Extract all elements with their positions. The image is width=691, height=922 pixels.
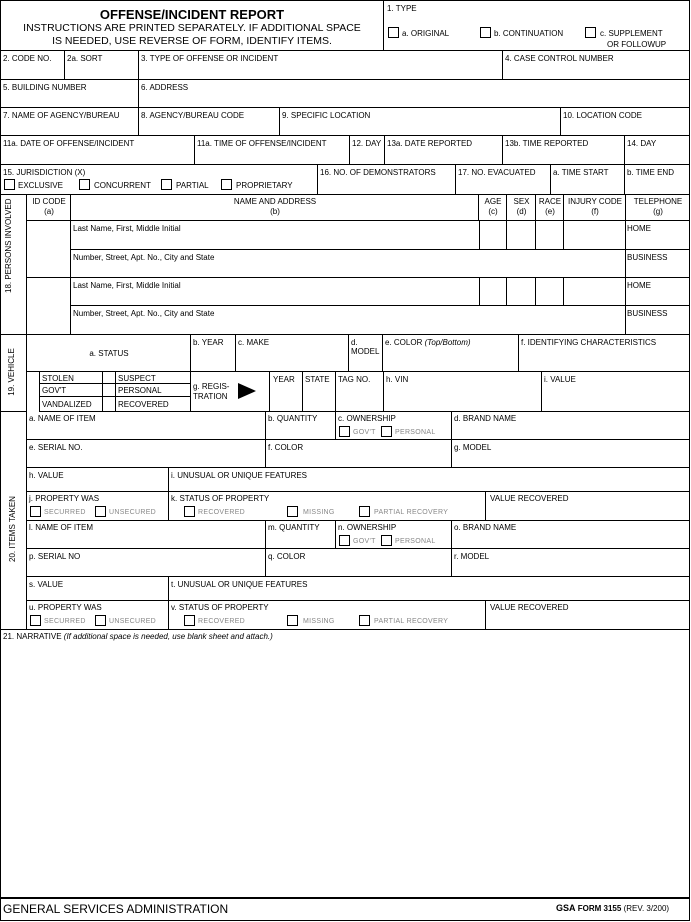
vehicle-section-label: 19. VEHICLE — [7, 348, 16, 396]
status-vandalized[interactable] — [40, 397, 103, 412]
vehicle-value-label: i. VALUE — [544, 375, 576, 384]
person-2-business-phone[interactable] — [626, 306, 690, 335]
item-2-unsecured-checkbox[interactable] — [95, 615, 106, 626]
tag-number-field[interactable] — [336, 372, 384, 412]
persons-section-label-box — [0, 195, 27, 335]
location-code-label: 10. LOCATION CODE — [563, 111, 642, 120]
race-header — [536, 195, 564, 221]
agency-name-label: 7. NAME OF AGENCY/BUREAU — [3, 111, 120, 120]
item-1-property-was-label: j. PROPERTY WAS — [29, 494, 100, 503]
item-1-ownership-field — [336, 412, 452, 440]
item-1-serial-label: e. SERIAL NO. — [29, 443, 83, 452]
item-1-missing-label: MISSING — [303, 509, 335, 516]
date-reported-field[interactable] — [385, 136, 503, 165]
item-1-quantity-label: b. QUANTITY — [268, 414, 318, 423]
building-number-field[interactable] — [0, 80, 139, 108]
person-2-id-code[interactable] — [27, 278, 71, 335]
item-2-status-field — [169, 601, 486, 630]
time-start-label: a. TIME START — [553, 168, 609, 177]
footer-agency: GENERAL SERVICES ADMINISTRATION — [3, 902, 229, 916]
item-1-value-field[interactable] — [27, 468, 169, 492]
vehicle-model-label: MODEL — [351, 347, 380, 356]
code-no-field[interactable] — [0, 51, 65, 80]
footer-form-number — [556, 903, 669, 913]
status-recovered-check[interactable] — [103, 397, 116, 412]
concurrent-label: CONCURRENT — [94, 181, 151, 190]
day-14-label: 14. DAY — [627, 139, 657, 148]
evacuated-field[interactable] — [456, 165, 551, 195]
type-label: 1. TYPE — [387, 4, 417, 13]
age-sub: (c) — [488, 207, 498, 216]
item-1-ownership-label: c. OWNERSHIP — [338, 414, 396, 423]
item-2-missing-label: MISSING — [303, 618, 335, 625]
item-1-model-field[interactable] — [452, 440, 690, 468]
sex-header — [507, 195, 536, 221]
item-2-missing-checkbox[interactable] — [287, 615, 298, 626]
item-2-secured-label: SECURRED — [44, 618, 86, 625]
id-code-label: ID CODE — [32, 197, 66, 206]
race-label: RACE — [538, 197, 562, 206]
item-1-unusual-label: i. UNUSUAL OR UNIQUE FEATURES — [171, 471, 308, 480]
item-1-recovered-label: RECOVERED — [198, 509, 246, 516]
type-original-checkbox[interactable] — [388, 27, 399, 38]
person-2-race[interactable] — [536, 278, 564, 306]
item-2-brand-field[interactable] — [452, 521, 690, 549]
building-number-label: 5. BUILDING NUMBER — [3, 83, 87, 92]
item-1-status-label: k. STATUS OF PROPERTY — [171, 494, 270, 503]
time-end-label: b. TIME END — [627, 168, 674, 177]
date-reported-label: 13a. DATE REPORTED — [387, 139, 473, 148]
item-2-partial-recovery-label: PARTIAL RECOVERY — [374, 618, 449, 625]
status-stolen[interactable] — [40, 372, 103, 384]
persons-section-label: 18. PERSONS INVOLVED — [4, 198, 13, 293]
id-code-sub: (a) — [44, 207, 54, 216]
agency-code-field[interactable] — [139, 108, 280, 136]
vehicle-year-field[interactable] — [191, 335, 236, 372]
specific-location-field[interactable] — [280, 108, 561, 136]
status-suspect[interactable] — [116, 372, 191, 384]
registration-state-field[interactable] — [303, 372, 336, 412]
case-control-number-label: 4. CASE CONTROL NUMBER — [505, 54, 614, 63]
person-2-injury[interactable] — [564, 278, 626, 306]
vehicle-color-label: e. COLOR — [385, 338, 423, 347]
time-of-offense-label: 11a. TIME OF OFFENSE/INCIDENT — [197, 139, 327, 148]
item-1-serial-field[interactable] — [27, 440, 266, 468]
narrative-label: 21. NARRATIVE — [3, 632, 62, 641]
telephone-sub: (g) — [653, 207, 663, 216]
name-address-sub: (b) — [270, 207, 280, 216]
registration-label-1: g. REGIS- — [193, 382, 230, 391]
item-1-missing-checkbox[interactable] — [287, 506, 298, 517]
person-2-sex[interactable] — [507, 278, 536, 306]
vehicle-model-letter: d. — [351, 338, 358, 347]
vehicle-value-field[interactable] — [542, 372, 690, 412]
telephone-label: TELEPHONE — [633, 197, 683, 206]
items-section-label: 20. ITEMS TAKEN — [8, 496, 17, 562]
item-2-quantity-field[interactable] — [266, 521, 336, 549]
sort-label: 2a. SORT — [67, 54, 103, 63]
vehicle-identifying-label: f. IDENTIFYING CHARACTERISTICS — [521, 338, 657, 347]
time-end-field[interactable] — [625, 165, 690, 195]
exclusive-checkbox[interactable] — [4, 179, 15, 190]
location-code-field[interactable] — [561, 108, 690, 136]
item-2-property-was-label: u. PROPERTY WAS — [29, 603, 102, 612]
item-2-brand-label: o. BRAND NAME — [454, 523, 517, 532]
proprietary-label: PROPRIETARY — [236, 181, 293, 190]
item-1-name-label: a. NAME OF ITEM — [29, 414, 96, 423]
day-12-label: 12. DAY — [352, 139, 382, 148]
type-followup-label: OR FOLLOWUP — [607, 40, 667, 49]
demonstrators-label: 16. NO. OF DEMONSTRATORS — [320, 168, 436, 177]
footer-gsa: GSA — [556, 903, 576, 913]
status-vandalized-label: VANDALIZED — [42, 400, 92, 409]
age-header — [479, 195, 507, 221]
items-section-label-box — [0, 412, 27, 630]
person-1-name[interactable] — [71, 221, 479, 250]
vehicle-registration-block — [191, 372, 270, 412]
sort-field[interactable] — [65, 51, 139, 80]
item-1-secured-label: SECURRED — [44, 509, 86, 516]
partial-label: PARTIAL — [176, 181, 209, 190]
vehicle-identifying-field[interactable] — [519, 335, 690, 372]
partial-checkbox[interactable] — [161, 179, 172, 190]
status-stolen-label: STOLEN — [42, 374, 74, 383]
registration-state-label: STATE — [305, 375, 330, 384]
person-2-home-phone[interactable] — [626, 278, 690, 306]
code-no-label: 2. CODE NO. — [3, 54, 52, 63]
item-2-secured-checkbox[interactable] — [30, 615, 41, 626]
item-2-property-was-field — [27, 601, 169, 630]
person-1-address[interactable] — [71, 250, 626, 278]
name-address-label: NAME AND ADDRESS — [233, 197, 317, 206]
item-2-unsecured-label: UNSECURED — [109, 618, 157, 625]
status-suspect-label: SUSPECT — [118, 374, 156, 383]
vehicle-make-field[interactable] — [236, 335, 349, 372]
evacuated-label: 17. NO. EVACUATED — [458, 168, 536, 177]
item-2-value-recovered-label: VALUE RECOVERED — [490, 603, 569, 612]
status-personal[interactable] — [116, 384, 191, 397]
address-field[interactable] — [139, 80, 690, 108]
item-1-quantity-field[interactable] — [266, 412, 336, 440]
status-govt[interactable] — [40, 384, 103, 397]
time-start-field[interactable] — [551, 165, 625, 195]
id-code-header — [27, 195, 71, 221]
person-2-home-label: HOME — [627, 281, 651, 290]
sex-sub: (d) — [516, 207, 527, 216]
status-recovered[interactable] — [116, 397, 191, 412]
item-1-model-label: g. MODEL — [454, 443, 492, 452]
footer-form: FORM 3155 — [577, 904, 622, 913]
person-2-name-hint: Last Name, First, Middle Initial — [73, 281, 181, 290]
item-2-partial-recovery-checkbox[interactable] — [359, 615, 370, 626]
item-2-name-field[interactable] — [27, 521, 266, 549]
item-1-partial-recovery-checkbox[interactable] — [359, 506, 370, 517]
item-2-value-label: s. VALUE — [29, 580, 64, 589]
item-1-recovered-checkbox[interactable] — [184, 506, 195, 517]
person-2-business-label: BUSINESS — [627, 309, 668, 318]
registration-label-2: TRATION — [193, 392, 228, 401]
type-supplement-label: c. SUPPLEMENT — [600, 29, 663, 38]
item-1-partial-recovery-label: PARTIAL RECOVERY — [374, 509, 449, 516]
person-2-address-hint: Number, Street, Apt. No., City and State — [73, 309, 215, 318]
item-2-color-field[interactable] — [266, 549, 452, 577]
person-1-home-label: HOME — [627, 224, 651, 233]
vehicle-year-label: b. YEAR — [193, 338, 224, 347]
item-1-color-label: f. COLOR — [268, 443, 304, 452]
exclusive-label: EXCLUSIVE — [18, 181, 63, 190]
instructions-line-1: INSTRUCTIONS ARE PRINTED SEPARATELY. IF ADDITIONAL SPACE — [23, 22, 361, 34]
vehicle-make-label: c. MAKE — [238, 338, 270, 347]
item-1-color-field[interactable] — [266, 440, 452, 468]
person-2-address[interactable] — [71, 306, 626, 335]
header-title-block — [0, 0, 384, 51]
person-2-name[interactable] — [71, 278, 479, 306]
arrow-right-icon — [238, 383, 256, 399]
address-label: 6. ADDRESS — [141, 83, 189, 92]
item-2-ownership-label: n. OWNERSHIP — [338, 523, 397, 532]
vehicle-color-field[interactable] — [383, 335, 519, 372]
jurisdiction-field — [0, 165, 318, 195]
vehicle-status-label: a. STATUS — [89, 349, 129, 358]
item-1-unsecured-label: UNSECURED — [109, 509, 157, 516]
item-2-personal-checkbox[interactable] — [381, 535, 392, 546]
day-12-field[interactable] — [350, 136, 385, 165]
tag-number-label: TAG NO. — [338, 375, 371, 384]
item-2-value-recovered-field[interactable] — [486, 601, 690, 630]
item-1-secured-checkbox[interactable] — [30, 506, 41, 517]
footer-rev: (REV. 3/200) — [623, 904, 670, 913]
type-supplement-checkbox[interactable] — [585, 27, 596, 38]
telephone-header — [626, 195, 690, 221]
day-14-field[interactable] — [625, 136, 690, 165]
narrative-field[interactable] — [0, 630, 690, 899]
date-of-offense-field[interactable] — [0, 136, 195, 165]
item-1-value-recovered-label: VALUE RECOVERED — [490, 494, 569, 503]
injury-code-sub: (f) — [591, 207, 599, 216]
status-personal-label: PERSONAL — [118, 386, 162, 395]
status-govt-label: GOV'T — [42, 386, 67, 395]
injury-code-header — [564, 195, 626, 221]
item-1-unsecured-checkbox[interactable] — [95, 506, 106, 517]
specific-location-label: 9. SPECIFIC LOCATION — [282, 111, 371, 120]
race-sub: (e) — [545, 207, 555, 216]
type-of-offense-label: 3. TYPE OF OFFENSE OR INCIDENT — [141, 54, 279, 63]
narrative-hint: (If additional space is needed, use blank sheet and attach.) — [63, 632, 273, 641]
status-recovered-label: RECOVERED — [118, 400, 169, 409]
agency-name-field[interactable] — [0, 108, 139, 136]
person-2-age[interactable] — [479, 278, 507, 306]
registration-year-field[interactable] — [270, 372, 303, 412]
vehicle-model-field[interactable] — [349, 335, 383, 372]
person-1-age[interactable] — [479, 221, 507, 250]
type-original-label: a. ORIGINAL — [402, 29, 450, 38]
person-1-race[interactable] — [536, 221, 564, 250]
type-of-offense-field[interactable] — [139, 51, 503, 80]
item-2-serial-field[interactable] — [27, 549, 266, 577]
registration-year-label: YEAR — [273, 375, 295, 384]
person-1-name-hint: Last Name, First, Middle Initial — [73, 224, 181, 233]
person-1-business-label: BUSINESS — [627, 253, 668, 262]
person-1-business-phone[interactable] — [626, 250, 690, 278]
item-2-unusual-label: t. UNUSUAL OR UNIQUE FEATURES — [171, 580, 308, 589]
item-1-value-label: h. VALUE — [29, 471, 64, 480]
vehicle-section-label-box — [0, 335, 27, 412]
item-2-model-label: r. MODEL — [454, 552, 490, 561]
item-1-brand-label: d. BRAND NAME — [454, 414, 517, 423]
item-2-recovered-checkbox[interactable] — [184, 615, 195, 626]
item-2-personal-label: PERSONAL — [395, 538, 436, 545]
item-1-govt-label: GOV'T — [353, 429, 376, 436]
item-2-color-label: q. COLOR — [268, 552, 306, 561]
item-2-serial-label: p. SERIAL NO — [29, 552, 81, 561]
item-2-unusual-field[interactable] — [169, 577, 690, 601]
item-2-model-field[interactable] — [452, 549, 690, 577]
item-1-personal-checkbox[interactable] — [381, 426, 392, 437]
status-personal-check[interactable] — [103, 384, 116, 397]
item-2-recovered-label: RECOVERED — [198, 618, 246, 625]
vehicle-color-hint: (Top/Bottom) — [424, 338, 471, 347]
form-title: OFFENSE/INCIDENT REPORT — [99, 7, 285, 22]
agency-code-label: 8. AGENCY/BUREAU CODE — [141, 111, 245, 120]
type-continuation-label: b. CONTINUATION — [494, 29, 564, 38]
injury-code-label: INJURY CODE — [568, 197, 622, 206]
time-reported-field[interactable] — [503, 136, 625, 165]
case-control-number-field[interactable] — [503, 51, 690, 80]
item-2-govt-label: GOV'T — [353, 538, 376, 545]
item-1-name-field[interactable] — [27, 412, 266, 440]
time-of-offense-field[interactable] — [195, 136, 350, 165]
jurisdiction-label: 15. JURISDICTION (X) — [3, 168, 86, 177]
type-continuation-checkbox[interactable] — [480, 27, 491, 38]
name-address-header — [71, 195, 479, 221]
time-reported-label: 13b. TIME REPORTED — [505, 139, 589, 148]
person-1-address-hint: Number, Street, Apt. No., City and State — [73, 253, 215, 262]
vin-label: h. VIN — [386, 375, 409, 384]
vehicle-status-check-col — [27, 372, 40, 412]
status-suspect-check[interactable] — [103, 372, 116, 384]
sex-label: SEX — [513, 197, 530, 206]
vehicle-status-header — [27, 335, 191, 372]
age-label: AGE — [484, 197, 502, 206]
type-block — [384, 0, 690, 51]
person-1-injury[interactable] — [564, 221, 626, 250]
concurrent-checkbox[interactable] — [79, 179, 90, 190]
vin-field[interactable] — [384, 372, 542, 412]
instructions-line-2: IS NEEDED, USE REVERSE OF FORM, IDENTIFY ITEMS. — [52, 35, 332, 47]
item-1-unusual-field[interactable] — [169, 468, 690, 492]
item-1-status-field — [169, 492, 486, 521]
date-of-offense-label: 11a. DATE OF OFFENSE/INCIDENT — [3, 139, 135, 148]
person-1-home-phone[interactable] — [626, 221, 690, 250]
item-2-name-label: l. NAME OF ITEM — [29, 523, 93, 532]
item-2-govt-checkbox[interactable] — [339, 535, 350, 546]
item-1-govt-checkbox[interactable] — [339, 426, 350, 437]
proprietary-checkbox[interactable] — [221, 179, 232, 190]
item-2-ownership-field — [336, 521, 452, 549]
item-2-quantity-label: m. QUANTITY — [268, 523, 320, 532]
person-1-id-code[interactable] — [27, 221, 71, 278]
item-1-property-was-field — [27, 492, 169, 521]
item-2-value-field[interactable] — [27, 577, 169, 601]
demonstrators-field[interactable] — [318, 165, 456, 195]
item-2-status-label: v. STATUS OF PROPERTY — [171, 603, 269, 612]
item-1-personal-label: PERSONAL — [395, 429, 436, 436]
item-1-brand-field[interactable] — [452, 412, 690, 440]
item-1-value-recovered-field[interactable] — [486, 492, 690, 521]
person-1-sex[interactable] — [507, 221, 536, 250]
